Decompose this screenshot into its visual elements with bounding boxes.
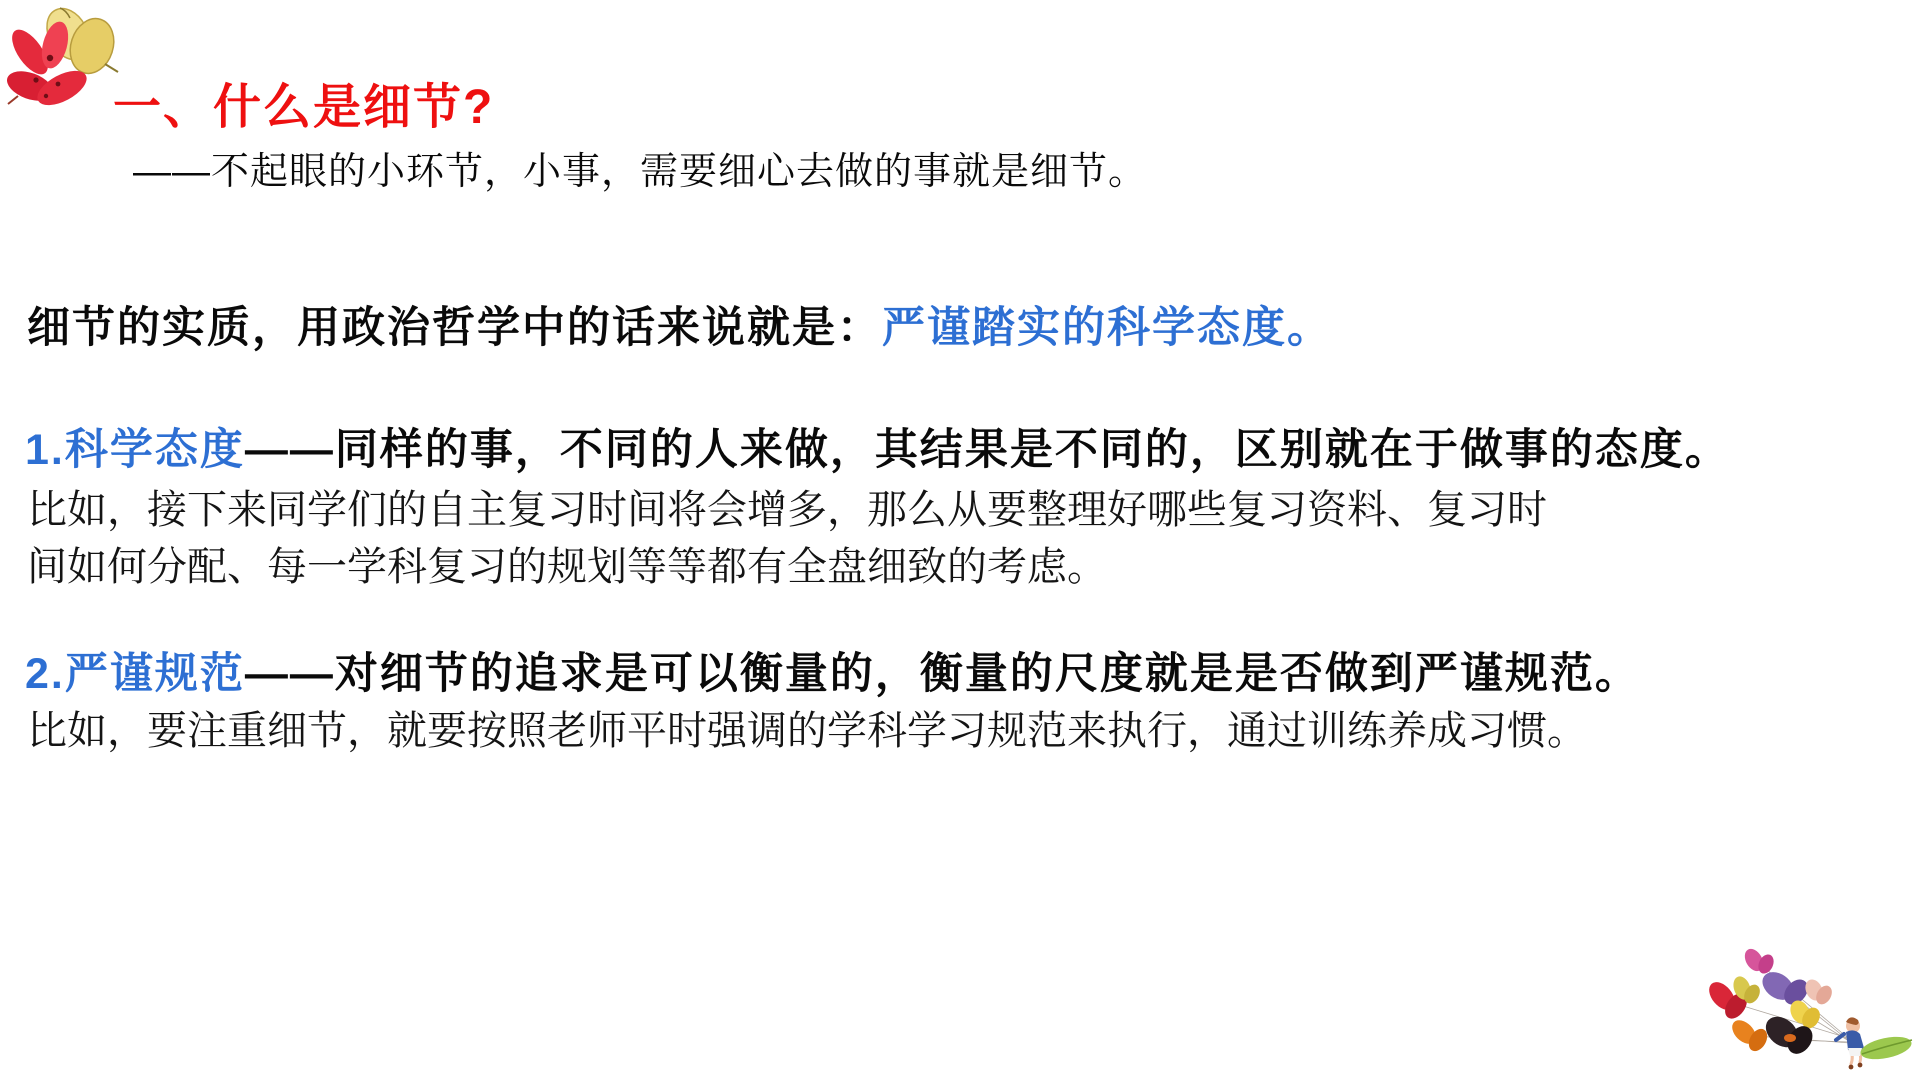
point1-label: 1.科学态度 (25, 426, 245, 474)
girl-with-butterflies-decoration-icon (1678, 928, 1920, 1080)
orange-butterfly-icon (1728, 1016, 1771, 1055)
point1-body-line1: 比如，接下来同学们的自主复习时间将会增多，那么从要整理好哪些复习资料、复习时 (27, 487, 1547, 532)
point1-heading-text: ——同样的事，不同的人来做，其结果是不同的，区别就在于做事的态度。 (244, 426, 1730, 474)
point2-heading-text: ——对细节的追求是可以衡量的，衡量的尺度就是是否做到严谨规范。 (244, 650, 1640, 698)
girl-figure-icon (1836, 1017, 1864, 1069)
point1-heading (25, 416, 1730, 477)
thesis-blue-text: 严谨踏实的科学态度。 (882, 304, 1332, 352)
thesis-line (27, 294, 1332, 355)
point1-body-line2: 间如何分配、每一学科复习的规划等等都有全盘细致的考虑。 (27, 544, 1107, 589)
green-leaf-icon (1858, 1033, 1913, 1063)
point2-heading (25, 640, 1640, 701)
point2-body-line1: 比如，要注重细节，就要按照老师平时强调的学科学习规范来执行，通过训练养成习惯。 (27, 708, 1587, 753)
slide-subtitle: ——不起眼的小环节，小事，需要细心去做的事就是细节。 (133, 151, 1148, 193)
pink-butterfly-icon (1741, 946, 1776, 976)
peach-butterfly-icon (1802, 977, 1835, 1008)
slide-title: 一、什么是细节? (113, 81, 495, 134)
thesis-black-text: 细节的实质，用政治哲学中的话来说就是： (27, 304, 882, 352)
point2-label: 2.严谨规范 (25, 650, 245, 698)
